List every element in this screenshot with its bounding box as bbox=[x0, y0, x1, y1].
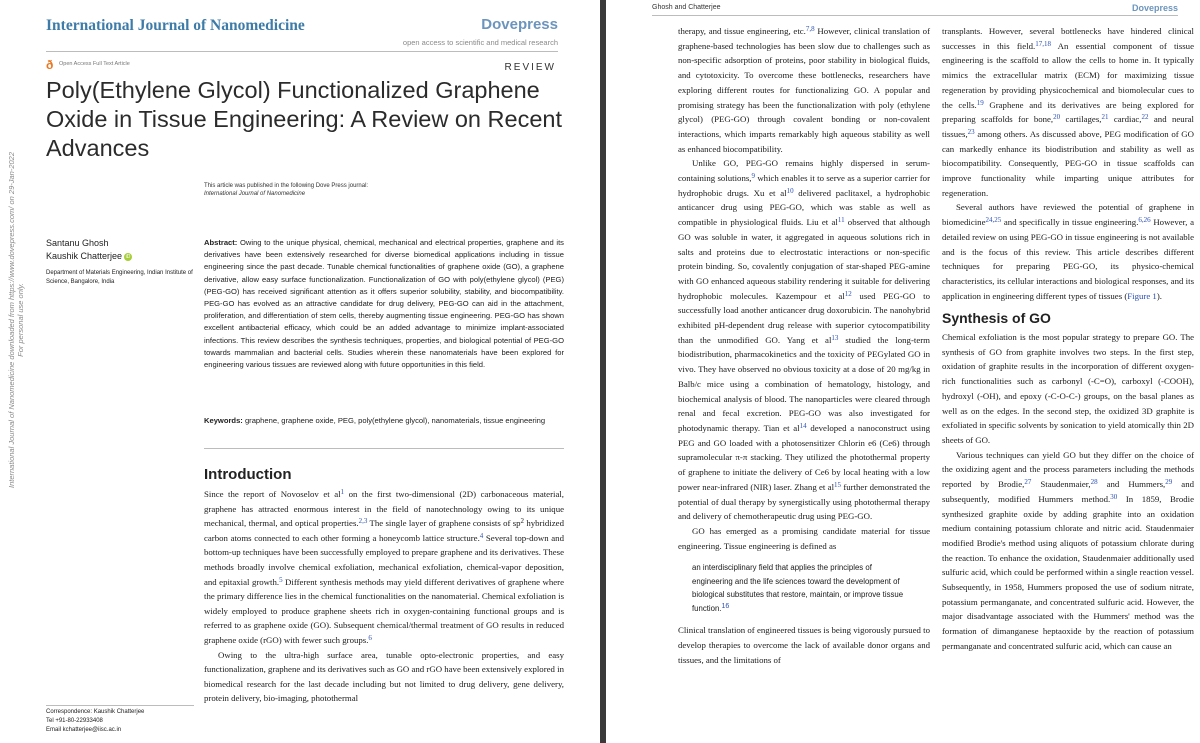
citation-link[interactable]: 15 bbox=[834, 480, 842, 489]
publication-note bbox=[204, 182, 368, 198]
abstract-text: Owing to the unique physical, chemical, mechanical and electrical properties, graphene and its derivatives have been extensively researched for diverse biomedical applications including in tissue engineering since the past decade. Tunable chemical functionalities of graphene oxide (GO), a graphene derivative, allow easy surface functionalization. Functionalization of GO with poly(ethylene glycol) (PEG) (PEG-GO) has received significant attention as it offers superior solubility, stability, and biocompatibility. PEG-GO has evolved as an attractive candidate for drug delivery, PEG-GO can aid in the attachment, proliferation, and differentiation of stem cells, thereby augmenting tissue engineering. PEG-GO has shown excellent antibacterial efficacy, which could be an added advantage to minimize implant-associated infections. This review describes the synthesis techniques, properties, and biological potential of PEG-GO towards mammalian and bacterial cells. Studies wherein these nanomaterials have been explored for engineering various tissues are reviewed along with future opportunities in this field. bbox=[204, 238, 564, 370]
header-rule bbox=[46, 51, 558, 52]
block-quote: an interdisciplinary field that applies the principles of engineering and the life sciences toward the development of biological substitutes that restore, maintain, or improve tissue function.$^{16}$ bbox=[692, 563, 904, 613]
paragraph: Chemical exfoliation is the most popular strategy to prepare GO. The synthesis of GO from graphite involves two steps. In the first step, oxidation of graphite results in the incorporation of different oxygen-rich functionalities such as carbonyl (-C=O), carboxyl (-COOH), hydroxyl (-OH), and epoxy (-C-O-C-) groups, on the basal planes as well as on the edges. In the second step, the oxidized 3D graphite is exfoliated in specific solvents by sonication to yield atomically thin 2D sheets of GO. bbox=[942, 332, 1194, 445]
keywords-label: Keywords: bbox=[204, 416, 243, 425]
open-access-icon: ð bbox=[46, 58, 54, 72]
download-watermark-line1: International Journal of Nanomedicine downloaded from https://www.dovepress.com/ on 29-Jan-2022 bbox=[7, 151, 16, 489]
keywords-text: graphene, graphene oxide, PEG, poly(ethylene glycol), nanomaterials, tissue engineering bbox=[244, 416, 546, 425]
download-watermark bbox=[2, 120, 30, 520]
download-watermark-line2: For personal use only. bbox=[16, 283, 25, 357]
citation-link[interactable]: 2,3 bbox=[358, 517, 368, 526]
dovepress-logo: Dovepress bbox=[1131, 3, 1178, 13]
figure-link[interactable]: Figure 1 bbox=[1127, 290, 1157, 301]
citation-link[interactable]: 9 bbox=[751, 172, 755, 181]
pdf-page-2 bbox=[606, 0, 1200, 743]
paragraph: Unlike GO, PEG-GO remains highly dispersed in serum-containing solutions,$^9$ which enables it to serve as a superior carrier for hydrophobic drugs. Xu et $al^{10}$ delivered paclitaxel, a hydrophobic anticancer drug using PEG-GO, which was stable as well as compatible in physiological fluids. Liu et $al^{11}$ observed that although GO was soluble in water, it aggregated in aqueous solutions rich in salts and proteins due to electrostatic interactions or non-specific protein binding. So, covalently conjugation of star-shaped PEG-amine with GO enhanced aqueous stability rendering it suitable for delivering hydrophobic molecules. Kazempour et $al^{12}$ used PEG-GO to successfully load another anticancer drug doxorubicin. The nanohybrid exhibited pH-dependent drug release with superior cytocompatibility than the unmodified GO. Yang et $al^{13}$ studied the long-term biodistribution, pharmacokinetics and the toxicity of PEGylated GO in vivo. They have observed no obvious toxicity at a dose of 20 mg/kg in Balb/c mice using a combination of hematology, histology, and biochemical analysis of blood. The nanoparticles were cleared through renal and fecal excretion. PEG-GO was also investigated for photodynamic therapy. Tian et $al^{14}$ developed a nanoconstruct using PEG and GO loaded with a photosensitizer Chlorin e6 (Ce6) through supramolecular π-π stacking. They utilized the photothermal property of graphene to initiate the delivery of Ce6 by local heating with a low power near-infrared (NIR) laser. Zhang et $al^{15}$ further demonstrated the potential of dual therapy by synergistically using photothermal therapy and delivery of chemotherapeutic drug using PEG-GO. bbox=[678, 158, 931, 522]
citation-link[interactable]: 24,25 bbox=[985, 216, 1002, 225]
article-title: Poly(Ethylene Glycol) Functionalized Graphene Oxide in Tissue Engineering: A Review on Recent Advances bbox=[46, 77, 562, 161]
section-heading-introduction: Introduction bbox=[204, 466, 292, 483]
correspondence-author: Correspondence: Kaushik Chatterjee bbox=[46, 709, 145, 715]
citation-link[interactable]: 22 bbox=[1141, 113, 1149, 122]
citation-link[interactable]: 13 bbox=[831, 333, 839, 342]
citation-link[interactable]: 6,26 bbox=[1138, 216, 1151, 225]
citation-link[interactable]: 16 bbox=[721, 602, 730, 610]
citation-link[interactable]: 19 bbox=[976, 98, 984, 107]
citation-link[interactable]: 14 bbox=[799, 421, 807, 430]
citation-link[interactable]: 29 bbox=[1165, 478, 1173, 487]
running-head: Ghosh and Chatterjee bbox=[652, 4, 721, 11]
paragraph: GO has emerged as a promising candidate material for tissue engineering. Tissue engineering is defined as bbox=[678, 525, 930, 551]
author-name[interactable]: Santanu Ghosh bbox=[46, 238, 109, 248]
open-access-label: Open Access Full Text Article bbox=[59, 61, 130, 67]
citation-link[interactable]: 12 bbox=[844, 289, 852, 298]
publication-note-line1: This article was published in the following Dove Press journal: bbox=[204, 183, 369, 189]
citation-link[interactable]: 7,8 bbox=[805, 25, 815, 33]
citation-link[interactable]: 10 bbox=[786, 186, 794, 195]
citation-link[interactable]: 21 bbox=[1101, 113, 1109, 122]
paragraph: therapy, and tissue engineering, etc.$^{7,8}$ However, clinical translation of graphene-based technologies has been slow due to challenges such as non-specific adsorption of proteins, poor stability in biological fluids, and cytotoxicity. To overcome these bottlenecks, researchers have exploring different routes for functionalizing GO. A popular and promising strategy has been the functionalization with poly (ethylene glycol) (PEG-GO) through covalent bonding or non-covalent interactions, which imparts remarkably high aqueous stability as well as enhanced biocompatibility. bbox=[678, 25, 931, 154]
correspondence-email[interactable]: Email kchatterjee@iisc.ac.in bbox=[46, 727, 122, 733]
abstract-label: Abstract: bbox=[204, 238, 238, 247]
paragraph: Since the report of Novoselov et $al^1$ on the first two-dimensional (2D) carbonaceous material, graphene has attracted enormous interest in the field of nanotechnology owing to its unique mechanical, thermal, and optical properties.$^{2,3}$ The single layer of graphene consists of $sp^2$ hybridized carbon atoms connected to each other forming a honeycomb lattice structure.$^4$ Several top-down and bottom-up techniques have been successfully employed to prepare graphene and its derivatives. These methods broadly involve chemical exfoliation, mechanical exfoliation, chemical-vapor deposition, and epitaxial growth.$^5$ Different synthesis methods may yield different derivatives of graphene where the primary difference lies in the chemical functionalities on the nanomaterial. Chemical exfoliation is widely employed to produce graphene sheets rich in oxygen-containing functional groups and is referred to as graphene oxide (GO). Subsequent chemical/thermal treatment of GO results in reduced graphene oxide (rGO) with fewer such groups.$^6$ bbox=[204, 488, 564, 645]
paragraph: Several authors have reviewed the potential of graphene in biomedicine$^{24,25}$ and specifically in tissue engineering.$^{6,26}$ However, a detailed review on using PEG-GO in tissue engineering is not available and is the focus of this review. This article describes different techniques for preparing PEG-GO, its physico-chemical characteristics, its cellular interactions and biological responses, and its application in engineering different types of tissues (Figure 1). bbox=[942, 202, 1194, 301]
header-rule bbox=[652, 15, 1178, 16]
citation-link[interactable]: 20 bbox=[1053, 113, 1061, 122]
author-list bbox=[46, 237, 132, 263]
dovepress-logo: Dovepress bbox=[481, 16, 558, 33]
superscript: 2 bbox=[520, 517, 525, 526]
introduction-body bbox=[204, 487, 564, 706]
abstract-rule bbox=[204, 448, 564, 449]
text-column-right bbox=[942, 24, 1194, 654]
keywords bbox=[204, 415, 564, 427]
publisher-tagline: open access to scientific and medical research bbox=[402, 38, 558, 47]
text-column-left bbox=[678, 24, 930, 667]
citation-link[interactable]: 6 bbox=[368, 633, 372, 642]
section-heading-synthesis: Synthesis of GO bbox=[942, 310, 1051, 327]
paragraph: Clinical translation of engineered tissues is being vigorously pursued to develop therapies to overcome the lack of available donor organs and tissues, and the limitations of bbox=[678, 625, 930, 665]
article-type: REVIEW bbox=[504, 62, 556, 73]
citation-link[interactable]: 27 bbox=[1024, 478, 1032, 487]
citation-link[interactable]: 4 bbox=[479, 531, 484, 540]
citation-link[interactable]: 5 bbox=[279, 575, 283, 584]
journal-name: International Journal of Nanomedicine bbox=[46, 17, 305, 34]
correspondence-rule bbox=[46, 705, 194, 706]
correspondence-tel: Tel +91-80-22933408 bbox=[46, 718, 103, 724]
citation-link[interactable]: 30 bbox=[1110, 492, 1118, 501]
orcid-icon[interactable]: iD bbox=[125, 253, 131, 260]
correspondence-block bbox=[46, 708, 144, 735]
citation-link[interactable]: 11 bbox=[837, 216, 845, 225]
citation-link[interactable]: 17,18 bbox=[1035, 39, 1051, 48]
citation-link[interactable]: 23 bbox=[967, 127, 975, 136]
paragraph: transplants. However, several bottlenecks have hindered clinical successes in this field.$^{17,18}$ An essential component of tissue engineering is the scaffold to allow the cells to home in. It typically mimics the extracellular matrix (ECM) for maximizing tissue regeneration by providing physicochemical and biomolecular cues to the cells.$^{19}$ Graphene and its derivatives are being explored for preparing scaffolds for bone,$^{20}$ cartilages,$^{21}$ cardiac,$^{22}$ and neural tissues,$^{23}$ among others. As discussed above, PEG modification of GO can markedly enhance its biodistribution and stability as well as biocompatibility. Consequently, PEG-GO in tissue scaffolds can improve functionality while imparting unique attributes for regeneration. bbox=[942, 26, 1194, 198]
author-name[interactable]: Kaushik Chatterjee bbox=[46, 251, 123, 261]
author-affiliation: Department of Materials Engineering, Indian Institute of Science, Bangalore, India bbox=[46, 270, 193, 285]
paragraph: Owing to the ultra-high surface area, tunable opto-electronic properties, and easy functionalization, graphene and its derivatives such as GO and rGO have been extensively explored in biomedical research for the last decade including but not limited to drug delivery, gene delivery, protein delivery, bio-imaging, photothermal bbox=[204, 649, 564, 704]
paragraph: Various techniques can yield GO but they differ on the choice of the oxidizing agent and the process parameters including the methods reported by Brodie,$^{27}$ Staudenmaier,$^{28}$ and Hummers,$^{29}$ and subsequently, modified Hummers method.$^{30}$ In 1859, Brodie synthesized graphite oxide by adding graphite into an oxidation medium containing potassium chlorate and nitric acid. Staudenmaier modified Brodie's method using aliquots of potassium chlorate during the reaction. To enhance the oxidation, Staudenmaier additionally used sulfuric acid, which could be performed within a single reaction vessel. Subsequently, in 1958, Hummers proposed the use of sodium nitrate, potassium permanganate, and concentrated sulfuric acid. However, the major disadvantage associated with the Hummers' method was the formation of dimanganese heptaoxide by the reaction of potassium permanganate and concentrated sulfuric acid, which can cause an bbox=[942, 449, 1194, 651]
abstract bbox=[204, 237, 564, 371]
citation-link[interactable]: 1 bbox=[340, 488, 345, 496]
citation-link[interactable]: 28 bbox=[1090, 478, 1098, 487]
publication-note-journal: International Journal of Nanomedicine bbox=[204, 191, 306, 197]
